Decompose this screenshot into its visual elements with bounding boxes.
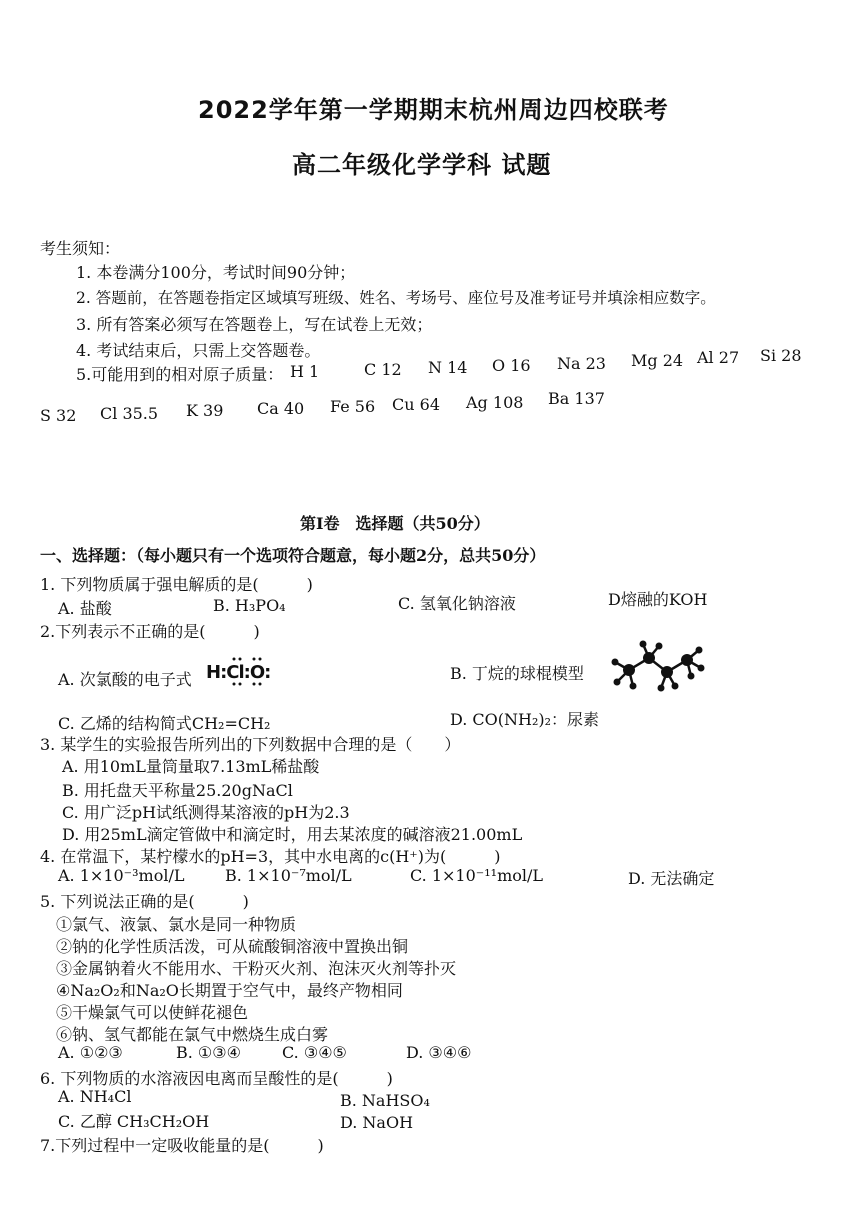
question-3-option-d: D. 用25mL滴定管做中和滴定时，用去某浓度的碱溶液21.00mL — [62, 825, 523, 844]
notice-item-2: 2. 答题前，在答题卷指定区域填写班级、姓名、考场号、座位号及准考证号并填涂相应数字。 — [76, 289, 716, 307]
question-5-statement: ②钠的化学性质活泼，可从硫酸铜溶液中置换出铜 — [56, 937, 409, 956]
question-3-option-c: C. 用广泛pH试纸测得某溶液的pH为2.3 — [62, 803, 350, 822]
section-title: 第Ⅰ卷 选择题（共50分） — [300, 514, 490, 533]
atomic-mass: Al 27 — [697, 348, 740, 367]
question-2-option-b: B. 丁烷的球棍模型 — [450, 664, 584, 683]
question-5-statement: ①氯气、液氯、氯水是同一种物质 — [56, 915, 297, 934]
atomic-mass-prefix: 5.可能用到的相对原子质量： — [76, 365, 284, 384]
question-5-statement: ⑥钠、氢气都能在氯气中燃烧生成白雾 — [56, 1025, 329, 1044]
question-5-option-d: D. ③④⑥ — [406, 1043, 472, 1062]
atomic-mass: N 14 — [428, 358, 468, 377]
question-4-option-a: A. 1×10⁻³mol/L — [58, 866, 185, 885]
question-1-option-c: C. 氢氧化钠溶液 — [398, 594, 516, 613]
question-6-option-d: D. NaOH — [340, 1113, 414, 1132]
question-5-option-b: B. ①③④ — [176, 1043, 241, 1062]
question-6-option-b: B. NaHSO₄ — [340, 1091, 430, 1110]
question-2-stem: 2.下列表示不正确的是( ) — [40, 622, 260, 641]
question-4-option-b: B. 1×10⁻⁷mol/L — [225, 866, 352, 885]
question-7-stem: 7.下列过程中一定吸收能量的是( ) — [40, 1136, 324, 1155]
question-1-option-a: A. 盐酸 — [58, 599, 112, 618]
notice-item-4: 4. 考试结束后，只需上交答题卷。 — [76, 341, 321, 360]
atomic-mass: C 12 — [364, 360, 402, 379]
exam-title: 2022学年第一学期期末杭州周边四校联考 — [198, 96, 669, 124]
question-3-option-b: B. 用托盘天平称量25.20gNaCl — [62, 781, 293, 800]
atomic-mass: Cl 35.5 — [100, 404, 159, 423]
question-1-stem: 1. 下列物质属于强电解质的是( ) — [40, 575, 313, 594]
atomic-mass: Mg 24 — [631, 351, 684, 370]
electron-dots-icon — [206, 654, 266, 688]
notice-item-3: 3. 所有答案必须写在答题卷上，写在试卷上无效； — [76, 315, 433, 334]
atomic-mass: K 39 — [186, 401, 224, 420]
question-6-option-c: C. 乙醇 CH₃CH₂OH — [58, 1112, 210, 1131]
question-2-option-d: D. CO(NH₂)₂：尿素 — [450, 710, 600, 729]
question-3-option-a: A. 用10mL量筒量取7.13mL稀盐酸 — [62, 757, 320, 776]
atomic-mass: Cu 64 — [392, 395, 440, 414]
atomic-mass: Fe 56 — [330, 397, 376, 416]
electron-formula: H:Cl:O: — [206, 662, 271, 683]
atomic-mass: Si 28 — [760, 346, 802, 365]
question-6-option-a: A. NH₄Cl — [58, 1087, 132, 1106]
question-3-stem: 3. 某学生的实验报告所列出的下列数据中合理的是（ ） — [40, 735, 461, 754]
atomic-mass: Ba 137 — [548, 389, 605, 408]
question-5-statement: ⑤干燥氯气可以使鲜花褪色 — [56, 1003, 249, 1022]
question-2-option-a: A. 次氯酸的电子式 — [58, 670, 192, 689]
question-1-option-d: D熔融的KOH — [608, 590, 708, 609]
atomic-mass: S 32 — [40, 406, 77, 425]
question-1-option-b: B. H₃PO₄ — [213, 596, 286, 615]
notice-item-1: 1. 本卷满分100分，考试时间90分钟； — [76, 263, 356, 282]
atomic-mass: O 16 — [492, 356, 531, 375]
question-5-stem: 5. 下列说法正确的是( ) — [40, 892, 249, 911]
question-5-statement: ④Na₂O₂和Na₂O长期置于空气中，最终产物相同 — [56, 981, 403, 1000]
butane-ball-stick-model-icon — [607, 640, 707, 696]
section-instructions: 一、选择题：（每小题只有一个选项符合题意，每小题2分，总共50分） — [40, 546, 546, 565]
question-5-option-a: A. ①②③ — [58, 1043, 123, 1062]
atomic-mass: H 1 — [290, 362, 320, 381]
atomic-mass: Ca 40 — [257, 399, 305, 418]
question-6-stem: 6. 下列物质的水溶液因电离而呈酸性的是( ) — [40, 1069, 393, 1088]
question-5-statement: ③金属钠着火不能用水、干粉灭火剂、泡沫灭火剂等扑灭 — [56, 959, 457, 978]
question-4-option-c: C. 1×10⁻¹¹mol/L — [410, 866, 543, 885]
question-5-option-c: C. ③④⑤ — [282, 1043, 347, 1062]
notice-heading: 考生须知： — [40, 239, 121, 258]
exam-subtitle: 高二年级化学学科 试题 — [292, 151, 552, 179]
question-2-option-c: C. 乙烯的结构简式CH₂=CH₂ — [58, 714, 271, 733]
question-4-stem: 4. 在常温下，某柠檬水的pH=3，其中水电离的c(H⁺)为( ) — [40, 847, 501, 866]
atomic-mass: Ag 108 — [466, 393, 524, 412]
question-4-option-d: D. 无法确定 — [628, 869, 715, 888]
atomic-mass: Na 23 — [557, 354, 606, 373]
